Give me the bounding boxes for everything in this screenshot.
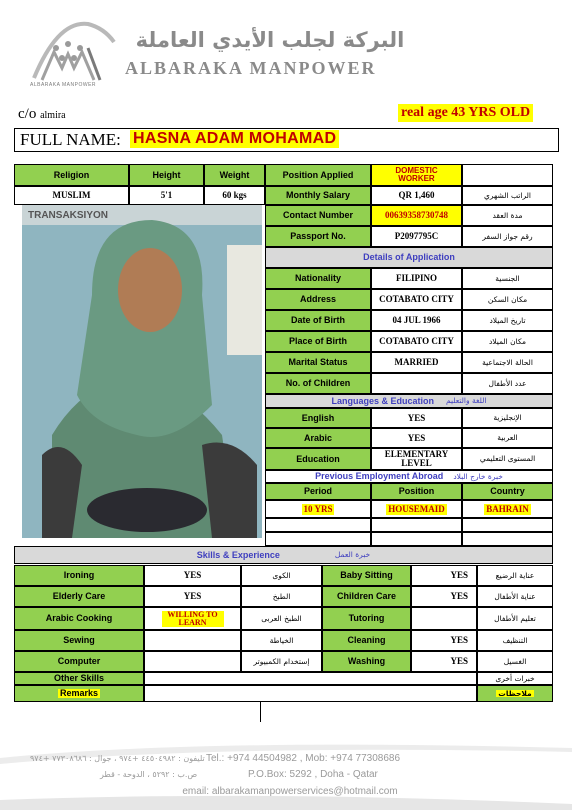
marital-label: Marital Status (265, 352, 371, 373)
languages-section-title-arabic: اللغة والتعليم (446, 396, 487, 406)
employment-empty-cell (371, 532, 462, 546)
remarks-label: Remarks (59, 688, 99, 698)
skill-value: YES (411, 630, 477, 651)
passport-arabic: رقم جواز السفر (462, 226, 553, 247)
skill-label: Arabic Cooking (14, 607, 144, 630)
remarks-arabic-cell (477, 685, 553, 702)
dob-arabic: تاريخ الميلاد (462, 310, 553, 331)
care-of-prefix: c/o (18, 106, 37, 122)
applicant-photo-drawing (22, 205, 262, 538)
photo-watermark: TRANSAKSIYON (28, 210, 109, 221)
skill-value-cell (144, 607, 241, 630)
height-label: Height (129, 164, 204, 186)
contact-value: 00639358730748 (371, 205, 462, 226)
skill-value: YES (411, 651, 477, 672)
children-label: No. of Children (265, 373, 371, 394)
care-of (18, 106, 66, 123)
skill-arabic: الخياطة (241, 630, 322, 651)
salary-label: Monthly Salary (265, 186, 371, 205)
employment-section-title: Previous Employment Abroad (315, 471, 444, 481)
other-skills-label: Other Skills (14, 672, 144, 685)
skills-section-title: Skills & Experience (196, 549, 280, 560)
skill-value: YES (411, 586, 477, 607)
pob-value: COTABATO CITY (371, 331, 462, 352)
education-arabic: المستوى التعليمي (462, 448, 553, 470)
skill-value (411, 607, 477, 630)
religion-value: MUSLIM (14, 186, 129, 205)
skills-section (14, 546, 553, 564)
other-skills-arabic: خبرات أخرى (477, 672, 553, 685)
employment-cell (265, 500, 371, 518)
pob-arabic: مكان الميلاد (462, 331, 553, 352)
employment-empty-cell (265, 518, 371, 532)
skill-arabic: عناية الأطفال (477, 586, 553, 607)
skill-label: Cleaning (322, 630, 411, 651)
footer-address: P.O.Box: 5292 , Doha - Qatar (248, 769, 378, 780)
salary-arabic: الراتب الشهري (462, 186, 553, 205)
employment-cell (371, 500, 462, 518)
skill-value: YES (411, 565, 477, 586)
skills-section-title-arabic: خبرة العمل (334, 550, 371, 560)
skill-arabic: الطبخ (241, 586, 322, 607)
skill-value: YES (144, 565, 241, 586)
skill-label: Baby Sitting (322, 565, 411, 586)
skill-arabic: الكوى (241, 565, 322, 586)
contact-label: Contact Number (265, 205, 371, 226)
employment-empty-cell (265, 532, 371, 546)
skill-arabic: الغسيل (477, 651, 553, 672)
education-value: ELEMENTARY LEVEL (371, 448, 462, 470)
children-value (371, 373, 462, 394)
skill-arabic: الطبخ العربى (241, 607, 322, 630)
english-value: YES (371, 408, 462, 428)
skill-value (144, 651, 241, 672)
skill-value: YES (144, 586, 241, 607)
skill-label: Tutoring (322, 607, 411, 630)
nationality-value: FILIPINO (371, 268, 462, 289)
remarks-label-cell (14, 685, 144, 702)
footer-phone-arabic: تليفون : ٤٤٥٠٤٩٨٢ +٩٧٤ ، جوال : ٧٧٣٠٨٦٨٦ +٩٧٤ (30, 754, 205, 763)
skill-label: Children Care (322, 586, 411, 607)
other-skills-value (144, 672, 477, 685)
languages-section (265, 394, 553, 408)
skill-label: Washing (322, 651, 411, 672)
weight-value: 60 kgs (204, 186, 265, 205)
skill-label: Elderly Care (14, 586, 144, 607)
religion-label: Religion (14, 164, 129, 186)
remarks-value (144, 685, 477, 702)
skill-arabic: إستخدام الكمبيوتر (241, 651, 322, 672)
english-label: English (265, 408, 371, 428)
address-label: Address (265, 289, 371, 310)
employment-section-title-arabic: خبرة خارج البلاد (453, 471, 503, 481)
children-arabic: عدد الأطفال (462, 373, 553, 394)
skill-arabic: تعليم الأطفال (477, 607, 553, 630)
remarks-arabic: ملاحظات (498, 688, 532, 698)
height-value: 5'1 (129, 186, 204, 205)
dob-value: 04 JUL 1966 (371, 310, 462, 331)
skill-arabic: عناية الرضيع (477, 565, 553, 586)
care-of-name: almira (40, 110, 66, 121)
footer-email: email: albarakamanpowerservices@hotmail.com (182, 786, 398, 797)
footer-phone: Tel.: +974 44504982 , Mob: +974 77308686 (206, 753, 401, 764)
passport-value: P2097795C (371, 226, 462, 247)
pob-label: Place of Birth (265, 331, 371, 352)
employment-empty-cell (371, 518, 462, 532)
marital-value: MARRIED (371, 352, 462, 373)
employment-period: 10 YRS (303, 503, 333, 514)
contact-arabic: مدة العقد (462, 205, 553, 226)
logo-caption: ALBARAKA MANPOWER (30, 82, 97, 88)
english-arabic: الإنجليزية (462, 408, 553, 428)
employment-header-position: Position (371, 483, 462, 500)
position-value: DOMESTIC WORKER (371, 164, 462, 186)
employment-empty-cell (462, 532, 553, 546)
dob-label: Date of Birth (265, 310, 371, 331)
employment-position: HOUSEMAID (388, 503, 445, 514)
employment-empty-cell (462, 518, 553, 532)
full-name-label: FULL NAME: (20, 130, 121, 149)
salary-value: QR 1,460 (371, 186, 462, 205)
marital-arabic: الحالة الاجتماعية (462, 352, 553, 373)
skill-label: Sewing (14, 630, 144, 651)
skill-value: WILLING TO LEARN (162, 611, 224, 627)
position-label: Position Applied (265, 164, 371, 186)
brand-name-english: ALBARAKA MANPOWER (125, 58, 377, 78)
employment-cell (462, 500, 553, 518)
passport-label: Passport No. (265, 226, 371, 247)
arabic-label: Arabic (265, 428, 371, 448)
employment-header-country: Country (462, 483, 553, 500)
weight-label: Weight (204, 164, 265, 186)
real-age: real age 43 YRS OLD (398, 104, 533, 122)
skill-label: Ironing (14, 565, 144, 586)
employment-country: BAHRAIN (486, 503, 529, 514)
education-label: Education (265, 448, 371, 470)
footer-address-arabic: ص.ب : ٥٢٩٢ ، الدوحة - قطر (100, 770, 198, 779)
full-name-value: HASNA ADAM MOHAMAD (130, 130, 339, 148)
applicant-photo (22, 205, 262, 538)
address-value: COTABATO CITY (371, 289, 462, 310)
brand-name-arabic: البركة لجلب الأيدي العاملة (135, 28, 405, 52)
arabic-arabic: العربية (462, 428, 553, 448)
employment-header-period: Period (265, 483, 371, 500)
nationality-label: Nationality (265, 268, 371, 289)
skill-label: Computer (14, 651, 144, 672)
nationality-arabic: الجنسية (462, 268, 553, 289)
skill-arabic: التنظيف (477, 630, 553, 651)
languages-section-title: Languages & Education (331, 395, 434, 406)
address-arabic: مكان السكن (462, 289, 553, 310)
employment-section (265, 470, 553, 483)
skill-value (144, 630, 241, 651)
application-section-title: Details of Application (265, 247, 553, 268)
position-arabic (462, 164, 553, 186)
divider (260, 702, 261, 722)
arabic-value: YES (371, 428, 462, 448)
company-logo (28, 18, 118, 90)
